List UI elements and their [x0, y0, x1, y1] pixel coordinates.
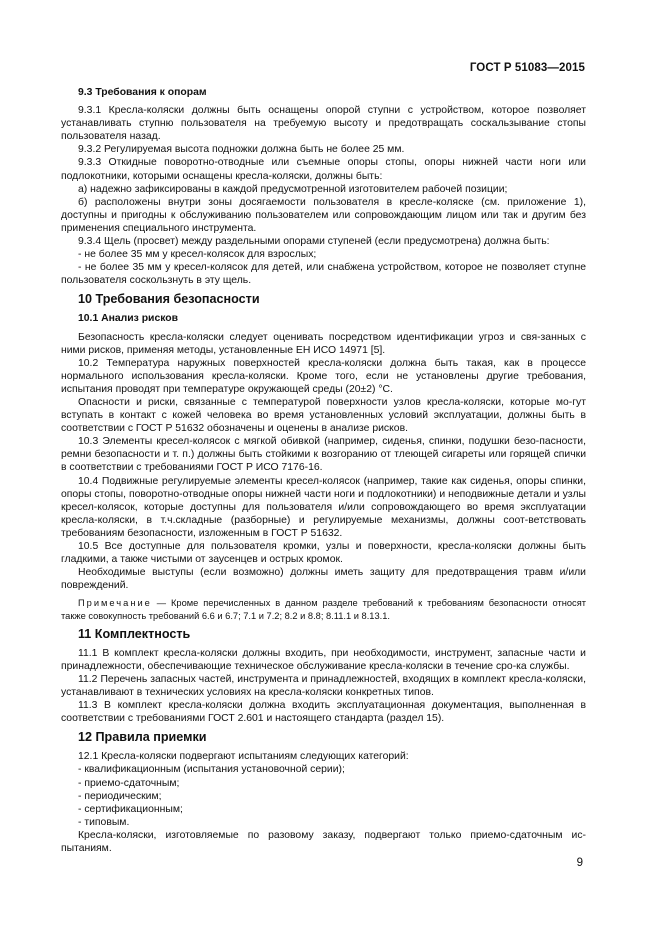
list-item: - квалификационным (испытания установочной серии); [78, 764, 345, 776]
note-section-10 [61, 597, 586, 621]
standard-code-header: ГОСТ Р 51083—2015 [469, 62, 585, 74]
heading-section-11: 11 Комплектность [78, 626, 191, 641]
heading-section-10: 10 Требования безопасности [78, 292, 260, 307]
test-categories-list [61, 763, 586, 828]
paragraph-10-5: 10.5 Все доступные для пользователя кромки, узлы и поверхности, кресла-коляски должны быть гладкими, а также чистыми от заусенцев и острых кромок. [61, 541, 586, 566]
paragraph-9-3-2: 9.3.2 Регулируемая высота подножки должна быть не более 25 мм. [78, 144, 405, 156]
paragraph-10-4: 10.4 Подвижные регулируемые элементы кресел-колясок (например, такие как сиденья, опоры спинки, опоры стопы, поворотно-отводные опоры нижней части ноги и подлокотники) и неподвижные детали и узлы кресел-колясок, которые доступны для пользователя и/или сопровождающего во время эксплуатации кресла-коляски, в т.ч.складные (разборные) и регулируемые механизмы, должны соот-ветствовать требованиям безопасности, изложенным в ГОСТ Р 51632. [61, 475, 586, 539]
paragraph-10-1: Безопасность кресла-коляски следует оценивать посредством идентификации угроз и свя-занных с ними рисков, применяя методы, установленные ЕН ИСО 14971 [5]. [61, 331, 586, 356]
paragraph-12-1: 12.1 Кресла-коляски подвергают испытаниям следующих категорий: [78, 751, 409, 763]
paragraph-10-2: 10.2 Температура наружных поверхностей кресла-коляски должна быть такая, как в процессе нормального использования кресла-коляски. Кроме того, если не установлены другие требования, испытания проводят при температуре окружающей среды (20±2) °С. [61, 357, 586, 395]
paragraph-10-2-hazards: Опасности и риски, связанные с температурой поверхности узлов кресла-коляски, которые мо-гут вступать в контакт с кожей человека во время установленных условий эксплуатации, должны быть в соответствии с ГОСТ Р 51632 обозначены и оценены в анализе рисков. [61, 396, 586, 435]
paragraph-10-5-protrusions: Необходимые выступы (если возможно) должны иметь защиту для предотвращения травм и/или повреждений. [61, 567, 586, 592]
heading-9-3: 9.3 Требования к опорам [78, 87, 207, 98]
paragraph-12-1-single-order: Кресла-коляски, изготовляемые по разовому заказу, подвергают только приемо-сдаточным ис-пытаниям. [61, 829, 586, 854]
paragraph-9-3-1: 9.3.1 Кресла-коляски должны быть оснащены опорой ступни с устройством, которое позволяет устанавливать ступню пользователя на требуемую высоту и предотвращать соскальзывание стопы пользователя назад. [61, 105, 586, 143]
paragraph-10-3: 10.3 Элементы кресел-колясок с мягкой обивкой (например, сиденья, спинки, подушки безо-пасности, ремни безопасности и т. п.) должны быть стойкими к возгоранию от тлеющей сигареты или горящей спички в соответствии с требованиями ГОСТ Р ИСО 7176-16. [61, 436, 586, 474]
note-label: Примечание [78, 598, 152, 609]
note-text: — Кроме перечисленных в данном разделе требований к требованиям безопасности относят также совокупность требований 6.6 и 6.7; 7.1 и 7.2; 8.2 и 8.8; 8.11.1 и 8.13.1. [61, 598, 586, 621]
heading-section-12: 12 Правила приемки [78, 730, 207, 745]
document-body [61, 86, 586, 855]
list-item: - приемо-сдаточным; [78, 777, 180, 789]
paragraph-11-2: 11.2 Перечень запасных частей, инструмента и принадлежностей, входящих в комплект кресла-коляски, устанавливают в технических условиях на кресла-коляски конкретных типов. [61, 673, 586, 699]
paragraph-9-3-4-children: - не более 35 мм у кресел-колясок для детей, или снабжена устройством, которое не позволяет ступне пользователя соскользнуть в эту щель. [61, 262, 586, 287]
paragraph-11-3: 11.3 В комплект кресла-коляски должна входить эксплуатационная документация, выполненная в соответствии с требованиями ГОСТ 2.601 и настоящего стандарта (раздел 15). [61, 700, 586, 725]
paragraph-11-1: 11.1 В комплект кресла-коляски должны входить, при необходимости, инструмент, запасные части и принадлежности, обеспечивающие техническое обслуживание кресла-коляски в течение сро-ка службы. [61, 647, 586, 672]
heading-10-1: 10.1 Анализ рисков [78, 313, 179, 325]
page-number: 9 [576, 857, 583, 869]
list-item: - сертификационным; [78, 803, 183, 815]
paragraph-9-3-4: 9.3.4 Щель (просвет) между раздельными опорами ступеней (если предусмотрена) должна быть: [78, 236, 550, 248]
paragraph-9-3-3-a: а) надежно зафиксированы в каждой предусмотренной изготовителем рабочей позиции; [78, 183, 508, 195]
list-item: - периодическим; [78, 790, 162, 802]
paragraph-9-3-3: 9.3.3 Откидные поворотно-отводные или съемные опоры стопы, опоры нижней части ноги или подлокотники, которыми оснащены кресла-коляски, должны быть: [61, 157, 586, 182]
list-item: - типовым. [78, 816, 130, 828]
paragraph-9-3-3-b: б) расположены внутри зоны досягаемости пользователя в кресле-коляске (см. приложение 1), доступны и пригодны к обслуживанию пользователем или сопровождающим лицом или так и другим без применения специального инструмента. [61, 196, 586, 234]
paragraph-9-3-4-adults: - не более 35 мм у кресел-колясок для взрослых; [78, 249, 317, 261]
